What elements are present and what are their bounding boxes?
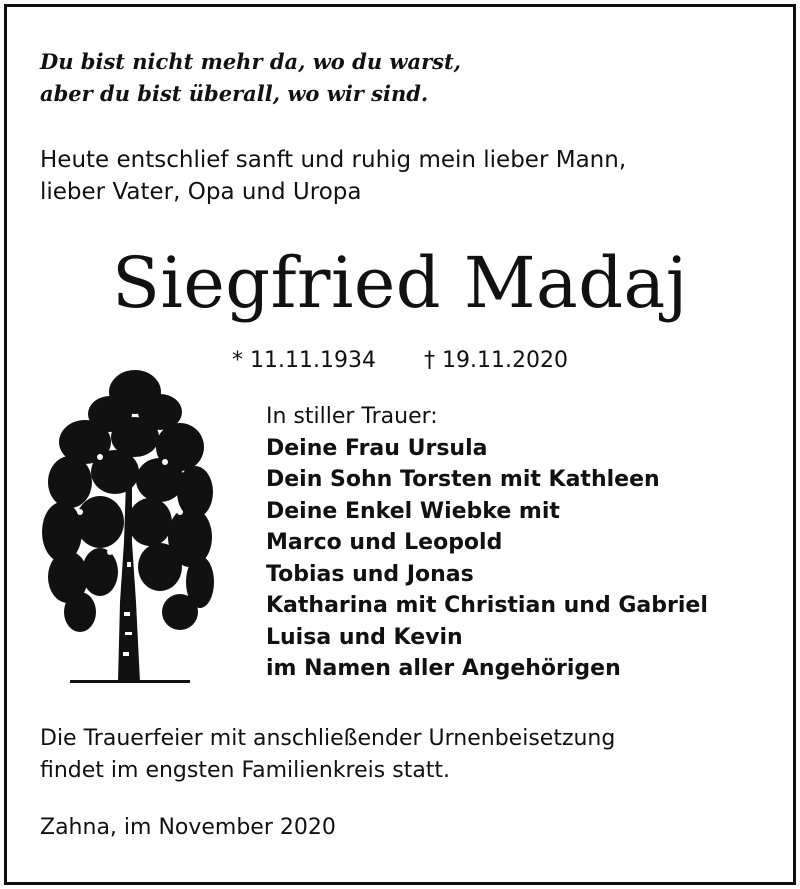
birth-date: * 11.11.1934: [232, 348, 376, 373]
funeral-line-1: Die Trauerfeier mit anschließender Urnenbeisetzung: [40, 726, 616, 751]
mourner-line: Deine Enkel Wiebke mit: [266, 498, 560, 524]
mourner-line: im Namen aller Angehörigen: [266, 656, 621, 681]
mourner-line: Tobias und Jonas: [266, 561, 474, 587]
death-date: † 19.11.2020: [424, 348, 568, 373]
announcement-intro: [40, 144, 626, 208]
mourner-line: Luisa und Kevin: [266, 624, 463, 650]
mourner-line: Deine Frau Ursula: [266, 435, 488, 461]
quote-line-2: aber du bist überall, wo wir sind.: [40, 81, 429, 106]
funeral-line-2: findet im engsten Familienkreis statt.: [40, 758, 451, 783]
quote-line-1: Du bist nicht mehr da, wo du warst,: [40, 49, 461, 74]
mourners-block: [266, 401, 708, 685]
funeral-notice: [40, 723, 615, 787]
memorial-quote: [40, 46, 461, 110]
mourner-line: Marco und Leopold: [266, 530, 503, 555]
place-and-date: Zahna, im November 2020: [40, 815, 336, 840]
intro-line-1: Heute entschlief sanft und ruhig mein lieber Mann,: [40, 147, 627, 173]
birch-tree-icon: [40, 362, 218, 692]
mourner-line: Dein Sohn Torsten mit Kathleen: [266, 467, 660, 492]
mourner-line: Katharina mit Christian und Gabriel: [266, 593, 708, 618]
deceased-name: Siegfried Madaj: [112, 242, 688, 324]
mourners-heading: In stiller Trauer:: [266, 404, 438, 429]
intro-line-2: lieber Vater, Opa und Uropa: [40, 179, 362, 205]
